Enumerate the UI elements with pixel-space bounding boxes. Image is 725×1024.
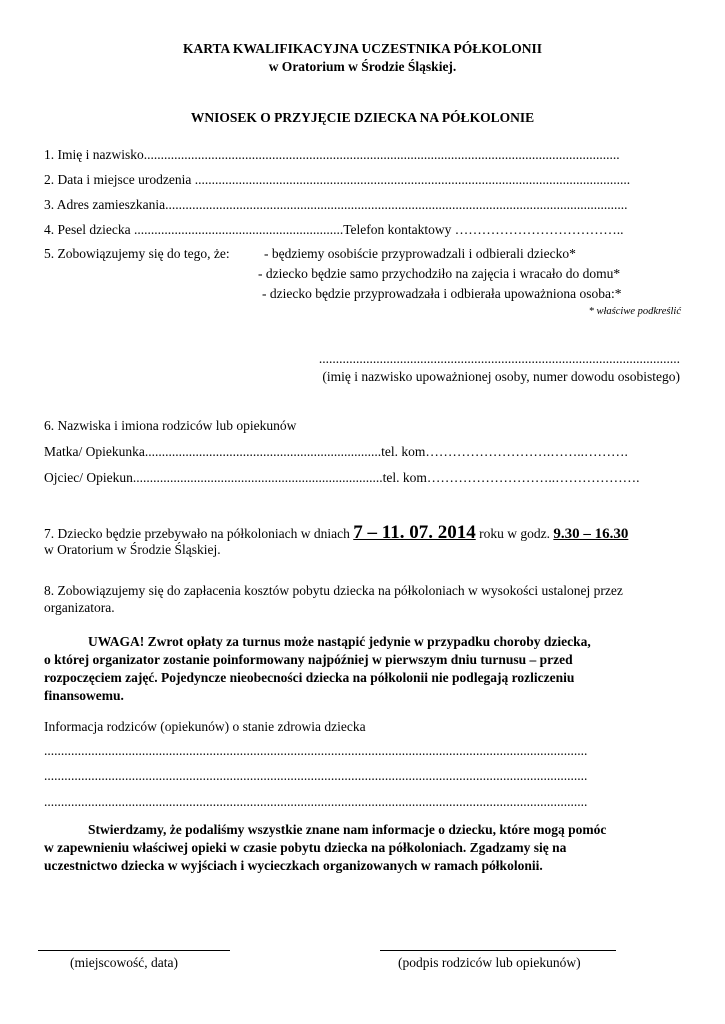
health-line-3: ................................................................................................................................................................. (44, 794, 588, 809)
section-8-line-1: 8. Zobowiązujemy się do zapłacenia kosztów pobytu dziecka na półkoloniach w wysokości ustalonej przez (44, 583, 623, 598)
page-subtitle: w Oratorium w Środzie Śląskiej. (268, 59, 457, 74)
form-title: WNIOSEK O PRZYJĘCIE DZIECKA NA PÓŁKOLONIE (190, 110, 535, 125)
place-date-caption: (miejscowość, data) (70, 955, 178, 970)
parents-heading: 6. Nazwiska i imiona rodziców lub opiekunów (44, 418, 297, 433)
health-line-1: ................................................................................................................................................................. (44, 743, 588, 758)
page-title: KARTA KWALIFIKACYJNA UCZESTNIKA PÓŁKOLONII (183, 41, 542, 56)
authorized-person-caption: (imię i nazwisko upoważnionej osoby, numer dowodu osobistego) (322, 369, 680, 384)
section-7-line-2: w Oratorium w Środzie Śląskiej. (44, 542, 221, 557)
commitment-option-3: - dziecko będzie przyprowadzała i odbierała upoważniona osoba:* (262, 286, 622, 301)
underline-note: * właściwe podkreślić (588, 306, 681, 317)
section-7-text-mid: roku w godz. (475, 526, 554, 541)
parents-signature-line (380, 950, 616, 951)
camp-dates: 7 – 11. 07. 2014 (353, 522, 476, 543)
declaration-line-1: Stwierdzamy, że podaliśmy wszystkie znane nam informacje o dziecku, które mogą pomóc (88, 822, 607, 837)
declaration-line-3: uczestnictwo dziecka w wyjściach i wycieczkach organizowanych w ramach półkolonii. (44, 858, 543, 873)
section-7-text: 7. Dziecko będzie przebywało na półkoloniach w dniach (44, 526, 354, 541)
mother-field: Matka/ Opiekunka......................................................................tel. kom……………………….……..………. (44, 444, 628, 459)
warning-line-1: UWAGA! Zwrot opłaty za turnus może nastąpić jedynie w przypadku choroby dziecka, (88, 634, 591, 649)
health-line-2: ................................................................................................................................................................. (44, 768, 588, 783)
camp-hours: 9.30 – 16.30 (553, 526, 629, 542)
declaration-line-2: w zapewnieniu właściwej opieki w czasie pobytu dziecka na półkoloniach. Zgadzamy się na (44, 840, 567, 855)
commitment-option-1: - będziemy osobiście przyprowadzali i odbierali dziecko* (264, 246, 576, 261)
field-birth: 2. Data i miejsce urodzenia ................................................................................................................................. (44, 172, 631, 187)
warning-line-4: finansowemu. (44, 688, 124, 703)
commitment-option-2: - dziecko będzie samo przychodziło na zajęcia i wracało do domu* (258, 266, 621, 281)
father-field: Ojciec/ Opiekun..........................................................................tel. kom………………………..………………. (44, 470, 640, 485)
field-name: 1. Imię i nazwisko............................................................................................................................................. (44, 147, 620, 162)
field-commitment-label: 5. Zobowiązujemy się do tego, że: (44, 246, 230, 261)
field-address: 3. Adres zamieszkania......................................................................................................................................... (44, 197, 628, 212)
warning-line-3: rozpoczęciem zajęć. Pojedyncze nieobecności dziecka na półkolonii nie podlegają rozliczeniu (44, 670, 575, 685)
parents-signature-caption: (podpis rodziców lub opiekunów) (398, 955, 581, 970)
health-label: Informacja rodziców (opiekunów) o stanie zdrowia dziecka (44, 719, 366, 734)
place-date-signature-line (38, 950, 230, 951)
warning-line-2: o której organizator zostanie poinformowany najpóźniej w pierwszym dniu turnusu – przed (44, 652, 573, 667)
authorized-person-dots: ........................................................................................................... (318, 351, 680, 366)
section-8-line-2: organizatora. (44, 600, 115, 615)
field-pesel-phone: 4. Pesel dziecka ..............................................................Telefon kontaktowy ……………………………….. (44, 222, 624, 237)
